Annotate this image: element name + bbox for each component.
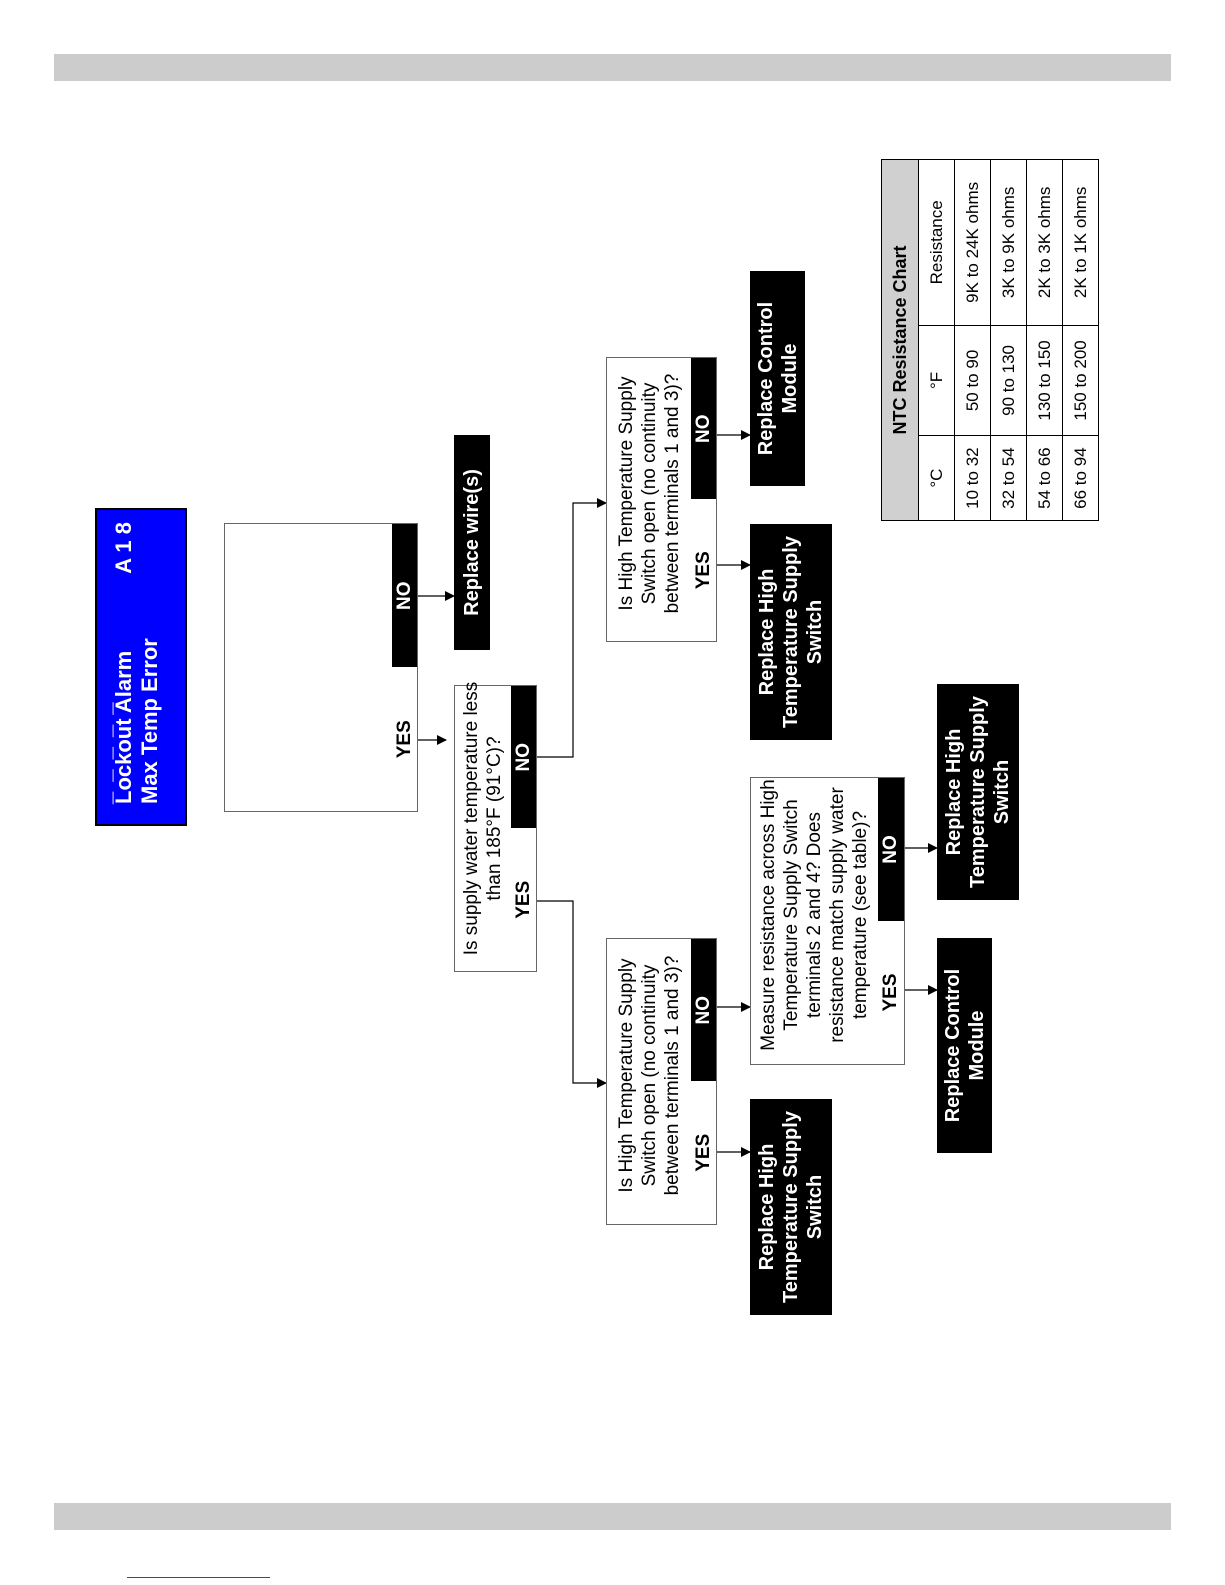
table-row <box>1063 160 1099 521</box>
switch-decision-yes-branch-box <box>606 938 717 1225</box>
switch-decision-no-branch-answers <box>691 358 716 641</box>
ntc-table-title: NTC Resistance Chart <box>882 160 919 521</box>
cell-resistance: 3K to 9K ohms <box>991 160 1027 326</box>
cell-celsius: 54 to 66 <box>1027 436 1063 521</box>
cell-celsius: 66 to 94 <box>1063 436 1099 521</box>
replace-switch-action-a: Replace High Temperature Supply Switch <box>750 524 832 740</box>
supply-temp-answers <box>511 686 536 971</box>
table-row <box>991 160 1027 521</box>
table-header-row <box>919 160 955 521</box>
alarm-title: Lockout Alarm <box>111 650 136 804</box>
first-decision-answers <box>392 524 417 811</box>
resistance-yes: YES <box>878 921 904 1064</box>
resistance-question: Measure resistance across High Temperature Supply Switch terminals 2 and 4? Does resistance match supply water temperature (see table)? <box>758 779 871 1051</box>
alarm-dashes: _ _ _ _ _ <box>91 700 116 804</box>
switch-decision-yes-branch-answers <box>691 939 716 1224</box>
cell-fahrenheit: 50 to 90 <box>955 325 991 436</box>
cell-fahrenheit: 150 to 200 <box>1063 325 1099 436</box>
cell-celsius: 10 to 32 <box>955 436 991 521</box>
switch-decision-yes-branch-question: Is High Temperature Supply Switch open (no continuity between terminals 1 and 3)? <box>615 955 683 1196</box>
resistance-answers <box>878 778 904 1064</box>
cell-resistance: 2K to 1K ohms <box>1063 160 1099 326</box>
first-decision-yes: YES <box>392 668 417 812</box>
switch-decision-no-branch-question: Is High Temperature Supply Switch open (no continuity between terminals 1 and 3)? <box>615 373 683 614</box>
switch-decision-yes-branch-no: NO <box>691 939 716 1082</box>
supply-temp-no: NO <box>511 686 536 829</box>
switch-decision-no-branch-box <box>606 357 717 642</box>
table-row <box>1027 160 1063 521</box>
replace-control-module-action-a: Replace Control Module <box>750 271 805 486</box>
header-fahrenheit: °F <box>919 325 955 436</box>
header-resistance: Resistance <box>919 160 955 326</box>
ntc-resistance-table <box>881 159 1099 521</box>
table-row <box>955 160 991 521</box>
alarm-code: A 1 8 <box>111 522 136 574</box>
header-celsius: °C <box>919 436 955 521</box>
cell-celsius: 32 to 54 <box>991 436 1027 521</box>
switch-decision-yes-branch-yes: YES <box>691 1082 716 1225</box>
alarm-description: Max Temp Error <box>137 638 162 804</box>
cell-resistance: 2K to 3K ohms <box>1027 160 1063 326</box>
switch-decision-no-branch-yes: YES <box>691 500 716 642</box>
first-decision-question <box>225 524 392 811</box>
first-decision-box <box>224 523 418 812</box>
replace-control-module-action-b: Replace Control Module <box>937 938 992 1153</box>
supply-temp-yes: YES <box>511 829 536 972</box>
arrow-supply-yes <box>537 901 606 1083</box>
replace-switch-action-c: Replace High Temperature Supply Switch <box>937 684 1019 900</box>
cell-fahrenheit: 90 to 130 <box>991 325 1027 436</box>
alarm-display <box>91 508 187 826</box>
resistance-no: NO <box>878 778 904 921</box>
resistance-decision-box <box>750 777 905 1065</box>
cell-resistance: 9K to 24K ohms <box>955 160 991 326</box>
switch-decision-no-branch-no: NO <box>691 358 716 500</box>
first-decision-no: NO <box>392 524 417 668</box>
supply-temp-question: Is supply water temperature less than 185°F (91°C)? <box>461 681 505 956</box>
replace-wires-action: Replace wire(s) <box>454 435 490 650</box>
replace-switch-action-b: Replace High Temperature Supply Switch <box>750 1099 832 1315</box>
cell-fahrenheit: 130 to 150 <box>1027 325 1063 436</box>
supply-temp-decision-box <box>454 681 537 972</box>
arrow-supply-no <box>537 503 606 757</box>
